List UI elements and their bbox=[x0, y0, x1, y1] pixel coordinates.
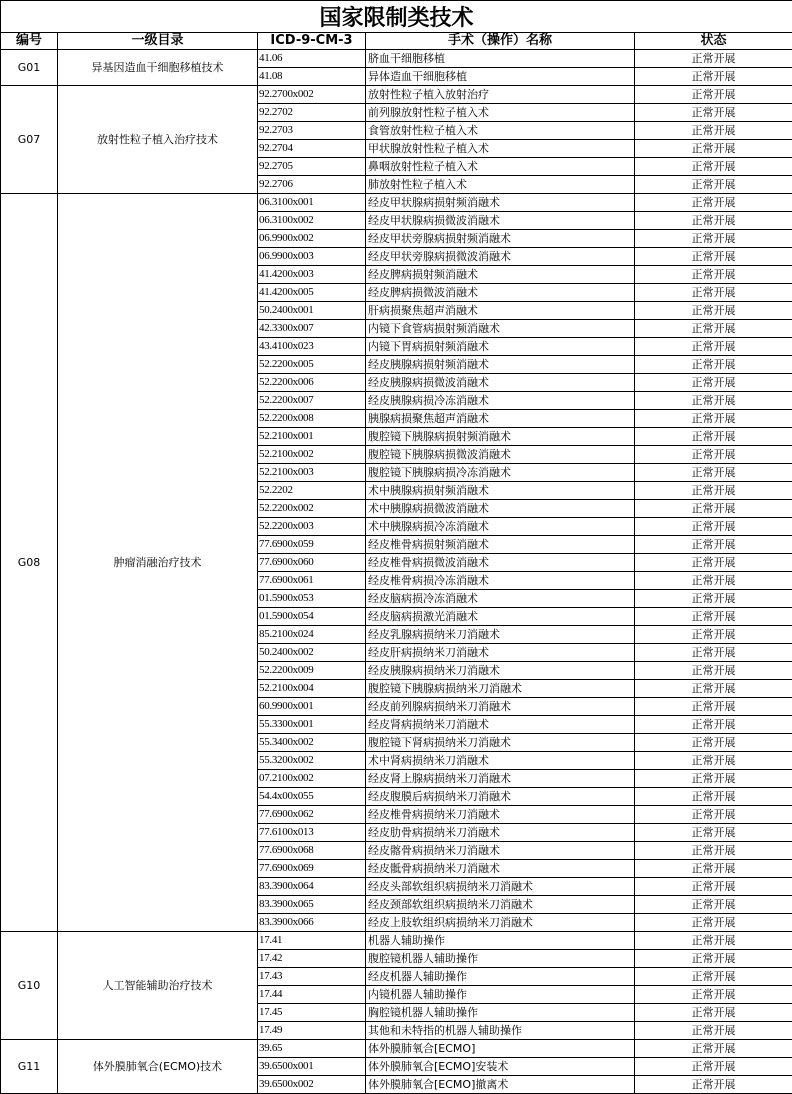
procedure-name: 经皮肾病损纳米刀消融术 bbox=[366, 716, 635, 734]
table-row bbox=[1, 86, 792, 104]
status: 正常开展 bbox=[635, 1076, 792, 1094]
status: 正常开展 bbox=[635, 752, 792, 770]
status: 正常开展 bbox=[635, 176, 792, 194]
procedure-name: 经皮肋骨病损纳米刀消融术 bbox=[366, 824, 635, 842]
procedure-name: 腹腔镜下胰腺病损纳米刀消融术 bbox=[366, 680, 635, 698]
procedure-name: 机器人辅助操作 bbox=[366, 932, 635, 950]
procedure-name: 内镜下胃病损射频消融术 bbox=[366, 338, 635, 356]
status: 正常开展 bbox=[635, 932, 792, 950]
procedure-name: 经皮椎骨病损射频消融术 bbox=[366, 536, 635, 554]
status: 正常开展 bbox=[635, 896, 792, 914]
procedure-name: 经皮肝病损纳米刀消融术 bbox=[366, 644, 635, 662]
icd-code: 41.08 bbox=[258, 68, 366, 86]
group-code: G07 bbox=[1, 86, 58, 194]
icd-code: 01.5900x053 bbox=[258, 590, 366, 608]
icd-code: 07.2100x002 bbox=[258, 770, 366, 788]
icd-code: 77.6900x061 bbox=[258, 572, 366, 590]
procedure-name: 胸腔镜机器人辅助操作 bbox=[366, 1004, 635, 1022]
icd-code: 17.44 bbox=[258, 986, 366, 1004]
icd-code: 92.2700x002 bbox=[258, 86, 366, 104]
procedure-name: 腹腔镜机器人辅助操作 bbox=[366, 950, 635, 968]
procedure-name: 鼻咽放射性粒子植入术 bbox=[366, 158, 635, 176]
icd-code: 52.2202 bbox=[258, 482, 366, 500]
status: 正常开展 bbox=[635, 284, 792, 302]
procedure-name: 内镜机器人辅助操作 bbox=[366, 986, 635, 1004]
icd-code: 01.5900x054 bbox=[258, 608, 366, 626]
icd-code: 52.2200x006 bbox=[258, 374, 366, 392]
icd-code: 52.2200x002 bbox=[258, 500, 366, 518]
icd-code: 41.4200x005 bbox=[258, 284, 366, 302]
icd-code: 17.41 bbox=[258, 932, 366, 950]
status: 正常开展 bbox=[635, 374, 792, 392]
procedure-name: 经皮胰腺病损射频消融术 bbox=[366, 356, 635, 374]
procedure-name: 经皮椎骨病损冷冻消融术 bbox=[366, 572, 635, 590]
group-code: G08 bbox=[1, 194, 58, 932]
procedure-name: 经皮腹膜后病损纳米刀消融术 bbox=[366, 788, 635, 806]
procedure-name: 经皮髂骨病损纳米刀消融术 bbox=[366, 842, 635, 860]
status: 正常开展 bbox=[635, 860, 792, 878]
procedure-name: 脐血干细胞移植 bbox=[366, 50, 635, 68]
status: 正常开展 bbox=[635, 590, 792, 608]
icd-code: 55.3200x002 bbox=[258, 752, 366, 770]
procedure-name: 经皮脾病损微波消融术 bbox=[366, 284, 635, 302]
status: 正常开展 bbox=[635, 230, 792, 248]
status: 正常开展 bbox=[635, 806, 792, 824]
status: 正常开展 bbox=[635, 248, 792, 266]
icd-code: 17.49 bbox=[258, 1022, 366, 1040]
procedure-name: 其他和未特指的机器人辅助操作 bbox=[366, 1022, 635, 1040]
icd-code: 39.6500x001 bbox=[258, 1058, 366, 1076]
status: 正常开展 bbox=[635, 482, 792, 500]
status: 正常开展 bbox=[635, 824, 792, 842]
procedure-name: 经皮脾病损射频消融术 bbox=[366, 266, 635, 284]
icd-code: 52.2100x004 bbox=[258, 680, 366, 698]
status: 正常开展 bbox=[635, 50, 792, 68]
status: 正常开展 bbox=[635, 464, 792, 482]
icd-code: 50.2400x001 bbox=[258, 302, 366, 320]
icd-code: 55.3300x001 bbox=[258, 716, 366, 734]
procedure-name: 经皮甲状腺病损微波消融术 bbox=[366, 212, 635, 230]
icd-code: 52.2100x003 bbox=[258, 464, 366, 482]
icd-code: 52.2200x008 bbox=[258, 410, 366, 428]
procedure-name: 经皮脑病损冷冻消融术 bbox=[366, 590, 635, 608]
icd-code: 41.06 bbox=[258, 50, 366, 68]
procedure-name: 经皮颈部软组织病损纳米刀消融术 bbox=[366, 896, 635, 914]
procedure-name: 经皮前列腺病损纳米刀消融术 bbox=[366, 698, 635, 716]
icd-code: 06.9900x003 bbox=[258, 248, 366, 266]
status: 正常开展 bbox=[635, 1004, 792, 1022]
icd-code: 52.2200x009 bbox=[258, 662, 366, 680]
icd-code: 55.3400x002 bbox=[258, 734, 366, 752]
icd-code: 06.9900x002 bbox=[258, 230, 366, 248]
header-status: 状态 bbox=[635, 33, 792, 50]
status: 正常开展 bbox=[635, 734, 792, 752]
procedure-name: 经皮胰腺病损冷冻消融术 bbox=[366, 392, 635, 410]
procedure-name: 经皮骶骨病损纳米刀消融术 bbox=[366, 860, 635, 878]
icd-code: 92.2704 bbox=[258, 140, 366, 158]
group-category: 肿瘤消融治疗技术 bbox=[58, 194, 258, 932]
group-category: 放射性粒子植入治疗技术 bbox=[58, 86, 258, 194]
status: 正常开展 bbox=[635, 662, 792, 680]
status: 正常开展 bbox=[635, 302, 792, 320]
status: 正常开展 bbox=[635, 644, 792, 662]
procedure-name: 内镜下食管病损射频消融术 bbox=[366, 320, 635, 338]
procedure-name: 异体造血干细胞移植 bbox=[366, 68, 635, 86]
header-procedure-name: 手术（操作）名称 bbox=[366, 33, 635, 50]
procedure-name: 前列腺放射性粒子植入术 bbox=[366, 104, 635, 122]
status: 正常开展 bbox=[635, 518, 792, 536]
header-icd: ICD-9-CM-3 bbox=[258, 33, 366, 50]
status: 正常开展 bbox=[635, 1058, 792, 1076]
icd-code: 52.2200x005 bbox=[258, 356, 366, 374]
table-row bbox=[1, 1040, 792, 1058]
status: 正常开展 bbox=[635, 770, 792, 788]
status: 正常开展 bbox=[635, 1040, 792, 1058]
icd-code: 52.2100x001 bbox=[258, 428, 366, 446]
status: 正常开展 bbox=[635, 86, 792, 104]
procedure-name: 食管放射性粒子植入术 bbox=[366, 122, 635, 140]
icd-code: 39.65 bbox=[258, 1040, 366, 1058]
procedure-name: 经皮上肢软组织病损纳米刀消融术 bbox=[366, 914, 635, 932]
status: 正常开展 bbox=[635, 140, 792, 158]
procedure-name: 经皮头部软组织病损纳米刀消融术 bbox=[366, 878, 635, 896]
status: 正常开展 bbox=[635, 572, 792, 590]
procedure-name: 经皮椎骨病损纳米刀消融术 bbox=[366, 806, 635, 824]
status: 正常开展 bbox=[635, 68, 792, 86]
procedure-name: 经皮胰腺病损微波消融术 bbox=[366, 374, 635, 392]
procedure-name: 腹腔镜下胰腺病损射频消融术 bbox=[366, 428, 635, 446]
icd-code: 77.6900x062 bbox=[258, 806, 366, 824]
icd-code: 83.3900x065 bbox=[258, 896, 366, 914]
page-title: 国家限制类技术 bbox=[1, 1, 792, 33]
icd-code: 50.2400x002 bbox=[258, 644, 366, 662]
procedure-name: 经皮脑病损激光消融术 bbox=[366, 608, 635, 626]
icd-code: 77.6900x069 bbox=[258, 860, 366, 878]
icd-code: 77.6100x013 bbox=[258, 824, 366, 842]
icd-code: 52.2200x003 bbox=[258, 518, 366, 536]
status: 正常开展 bbox=[635, 608, 792, 626]
status: 正常开展 bbox=[635, 878, 792, 896]
icd-code: 17.42 bbox=[258, 950, 366, 968]
icd-code: 77.6900x068 bbox=[258, 842, 366, 860]
status: 正常开展 bbox=[635, 428, 792, 446]
procedure-name: 经皮机器人辅助操作 bbox=[366, 968, 635, 986]
header-row bbox=[1, 33, 792, 50]
status: 正常开展 bbox=[635, 950, 792, 968]
procedure-name: 肝病损聚焦超声消融术 bbox=[366, 302, 635, 320]
status: 正常开展 bbox=[635, 104, 792, 122]
procedure-name: 经皮甲状旁腺病损射频消融术 bbox=[366, 230, 635, 248]
status: 正常开展 bbox=[635, 356, 792, 374]
status: 正常开展 bbox=[635, 536, 792, 554]
status: 正常开展 bbox=[635, 500, 792, 518]
procedure-name: 腹腔镜下肾病损纳米刀消融术 bbox=[366, 734, 635, 752]
icd-code: 77.6900x059 bbox=[258, 536, 366, 554]
procedure-name: 经皮甲状腺病损射频消融术 bbox=[366, 194, 635, 212]
group-category: 体外膜肺氧合(ECMO)技术 bbox=[58, 1040, 258, 1094]
icd-code: 42.3300x007 bbox=[258, 320, 366, 338]
status: 正常开展 bbox=[635, 158, 792, 176]
status: 正常开展 bbox=[635, 680, 792, 698]
status: 正常开展 bbox=[635, 554, 792, 572]
group-code: G10 bbox=[1, 932, 58, 1040]
table-row bbox=[1, 194, 792, 212]
procedure-name: 术中胰腺病损冷冻消融术 bbox=[366, 518, 635, 536]
icd-code: 17.45 bbox=[258, 1004, 366, 1022]
status: 正常开展 bbox=[635, 266, 792, 284]
procedure-name: 胰腺病损聚焦超声消融术 bbox=[366, 410, 635, 428]
procedure-name: 放射性粒子植入放射治疗 bbox=[366, 86, 635, 104]
procedure-name: 术中胰腺病损射频消融术 bbox=[366, 482, 635, 500]
procedure-name: 术中胰腺病损微波消融术 bbox=[366, 500, 635, 518]
status: 正常开展 bbox=[635, 446, 792, 464]
icd-code: 52.2200x007 bbox=[258, 392, 366, 410]
status: 正常开展 bbox=[635, 194, 792, 212]
icd-code: 92.2702 bbox=[258, 104, 366, 122]
procedure-name: 腹腔镜下胰腺病损微波消融术 bbox=[366, 446, 635, 464]
procedure-name: 体外膜肺氧合[ECMO]撤离术 bbox=[366, 1076, 635, 1094]
header-category: 一级目录 bbox=[58, 33, 258, 50]
procedure-name: 经皮椎骨病损微波消融术 bbox=[366, 554, 635, 572]
icd-code: 06.3100x002 bbox=[258, 212, 366, 230]
procedure-name: 体外膜肺氧合[ECMO] bbox=[366, 1040, 635, 1058]
status: 正常开展 bbox=[635, 392, 792, 410]
icd-code: 77.6900x060 bbox=[258, 554, 366, 572]
procedure-name: 体外膜肺氧合[ECMO]安装术 bbox=[366, 1058, 635, 1076]
status: 正常开展 bbox=[635, 968, 792, 986]
icd-code: 41.4200x003 bbox=[258, 266, 366, 284]
icd-code: 83.3900x066 bbox=[258, 914, 366, 932]
status: 正常开展 bbox=[635, 320, 792, 338]
icd-code: 39.6500x002 bbox=[258, 1076, 366, 1094]
procedure-name: 肺放射性粒子植入术 bbox=[366, 176, 635, 194]
header-code: 编号 bbox=[1, 33, 58, 50]
icd-code: 43.4100x023 bbox=[258, 338, 366, 356]
status: 正常开展 bbox=[635, 212, 792, 230]
table-row bbox=[1, 50, 792, 68]
group-category: 人工智能辅助治疗技术 bbox=[58, 932, 258, 1040]
procedure-name: 甲状腺放射性粒子植入术 bbox=[366, 140, 635, 158]
group-code: G01 bbox=[1, 50, 58, 86]
status: 正常开展 bbox=[635, 986, 792, 1004]
status: 正常开展 bbox=[635, 788, 792, 806]
icd-code: 92.2706 bbox=[258, 176, 366, 194]
procedure-name: 腹腔镜下胰腺病损冷冻消融术 bbox=[366, 464, 635, 482]
group-category: 异基因造血干细胞移植技术 bbox=[58, 50, 258, 86]
group-code: G11 bbox=[1, 1040, 58, 1094]
procedure-name: 术中肾病损纳米刀消融术 bbox=[366, 752, 635, 770]
procedure-name: 经皮甲状旁腺病损微波消融术 bbox=[366, 248, 635, 266]
table-row bbox=[1, 932, 792, 950]
status: 正常开展 bbox=[635, 410, 792, 428]
icd-code: 92.2703 bbox=[258, 122, 366, 140]
status: 正常开展 bbox=[635, 626, 792, 644]
status: 正常开展 bbox=[635, 716, 792, 734]
procedure-name: 经皮肾上腺病损纳米刀消融术 bbox=[366, 770, 635, 788]
status: 正常开展 bbox=[635, 1022, 792, 1040]
icd-code: 92.2705 bbox=[258, 158, 366, 176]
status: 正常开展 bbox=[635, 338, 792, 356]
icd-code: 17.43 bbox=[258, 968, 366, 986]
status: 正常开展 bbox=[635, 914, 792, 932]
procedure-name: 经皮胰腺病损纳米刀消融术 bbox=[366, 662, 635, 680]
icd-code: 60.9900x001 bbox=[258, 698, 366, 716]
table-body bbox=[1, 50, 792, 1094]
icd-code: 85.2100x024 bbox=[258, 626, 366, 644]
procedure-name: 经皮乳腺病损纳米刀消融术 bbox=[366, 626, 635, 644]
status: 正常开展 bbox=[635, 698, 792, 716]
icd-code: 06.3100x001 bbox=[258, 194, 366, 212]
status: 正常开展 bbox=[635, 842, 792, 860]
icd-code: 52.2100x002 bbox=[258, 446, 366, 464]
icd-code: 83.3900x064 bbox=[258, 878, 366, 896]
icd-code: 54.4x00x055 bbox=[258, 788, 366, 806]
status: 正常开展 bbox=[635, 122, 792, 140]
